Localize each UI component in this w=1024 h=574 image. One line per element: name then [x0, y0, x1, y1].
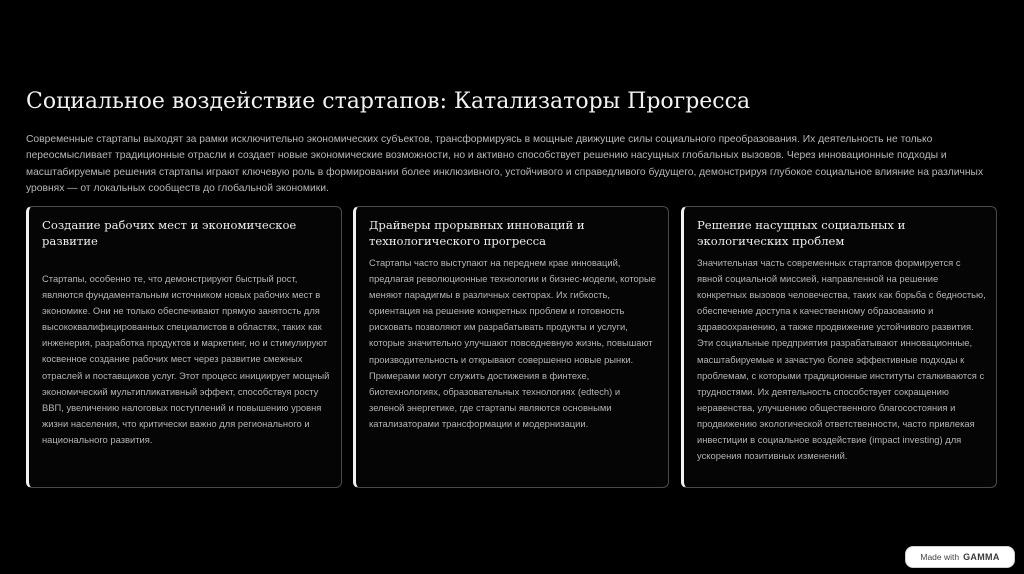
- card-title: Создание рабочих мест и экономическое развитие: [42, 218, 297, 248]
- card-body: Значительная часть современных стартапов формируется с явной социальной миссией, направленной на решение конкретных вызовов человечества, таких как борьба с бедностью, обеспечение доступа к качественному образованию и здравоохранению, а также продвижение устойчивого развития. Эти социальные предприятия разрабатывают инновационные, масштабируемые и зачастую более эффективные подходы к проблемам, с которыми традиционные институты сталкиваются с трудностями. Их деятельность способствует сокращению неравенства, улучшению общественного благосостояния и продвижению экологической ответственности, часто привлекая инвестиции в социальное воздействие (impact investing) для ускорения позитивных изменений.: [697, 257, 986, 462]
- gamma-logo: GAMMA: [963, 552, 1000, 562]
- card-body: Стартапы, особенно те, что демонстрируют быстрый рост, являются фундаментальным источником новых рабочих мест в экономике. Они не только обеспечивают прямую занятость для высококвалифицированных специалистов в областях, таких как инженерия, разработка продуктов и маркетинг, но и стимулируют косвенное создание рабочих мест через развитие смежных отраслей и поставщиков услуг. Этот процесс инициирует мощный экономический мультипликативный эффект, способствуя росту ВВП, увеличению налоговых поступлений и повышению уровня жизни населения, что критически важно для регионального и национального развития.: [42, 273, 330, 445]
- card-jobs-economic-development: [26, 206, 342, 488]
- card-social-environmental-problems: [681, 206, 997, 488]
- card-title: Драйверы прорывных инноваций и технологического прогресса: [369, 218, 585, 248]
- badge-prefix: Made with: [920, 552, 960, 562]
- card-title: Решение насущных социальных и экологических проблем: [697, 218, 906, 248]
- made-with-gamma-badge[interactable]: [905, 546, 1015, 568]
- card-body: Стартапы часто выступают на переднем крае инноваций, предлагая революционные технологии и бизнес-модели, которые меняют парадигмы в различных секторах. Их гибкость, ориентация на решение конкретных проблем и готовность рисковать позволяют им разрабатывать продукты и услуги, которые значительно улучшают повседневную жизнь, повышают производительность и открывают совершенно новые рынки. Примерами могут служить достижения в финтехе, биотехнологиях, образовательных технологиях (edtech) и зеленой энергетике, где стартапы являются основными катализаторами трансформации и модернизации.: [369, 257, 656, 429]
- page-title: Социальное воздействие стартапов: Катализаторы Прогресса: [26, 89, 751, 114]
- card-innovation-drivers: [353, 206, 669, 488]
- intro-paragraph: Современные стартапы выходят за рамки исключительно экономических субъектов, трансформируясь в мощные движущие силы социального преобразования. Их деятельность не только переосмысливает традиционные отрасли и создает новые экономические возможности, но и активно способствует решению насущных глобальных вызовов. Через инновационные подходы и масштабируемые решения стартапы играют ключевую роль в формировании более инклюзивного, устойчивого и справедливого будущего, демонстрируя глубокое социальное влияние на различных уровнях — от локальных сообществ до глобальной экономики.: [26, 134, 984, 194]
